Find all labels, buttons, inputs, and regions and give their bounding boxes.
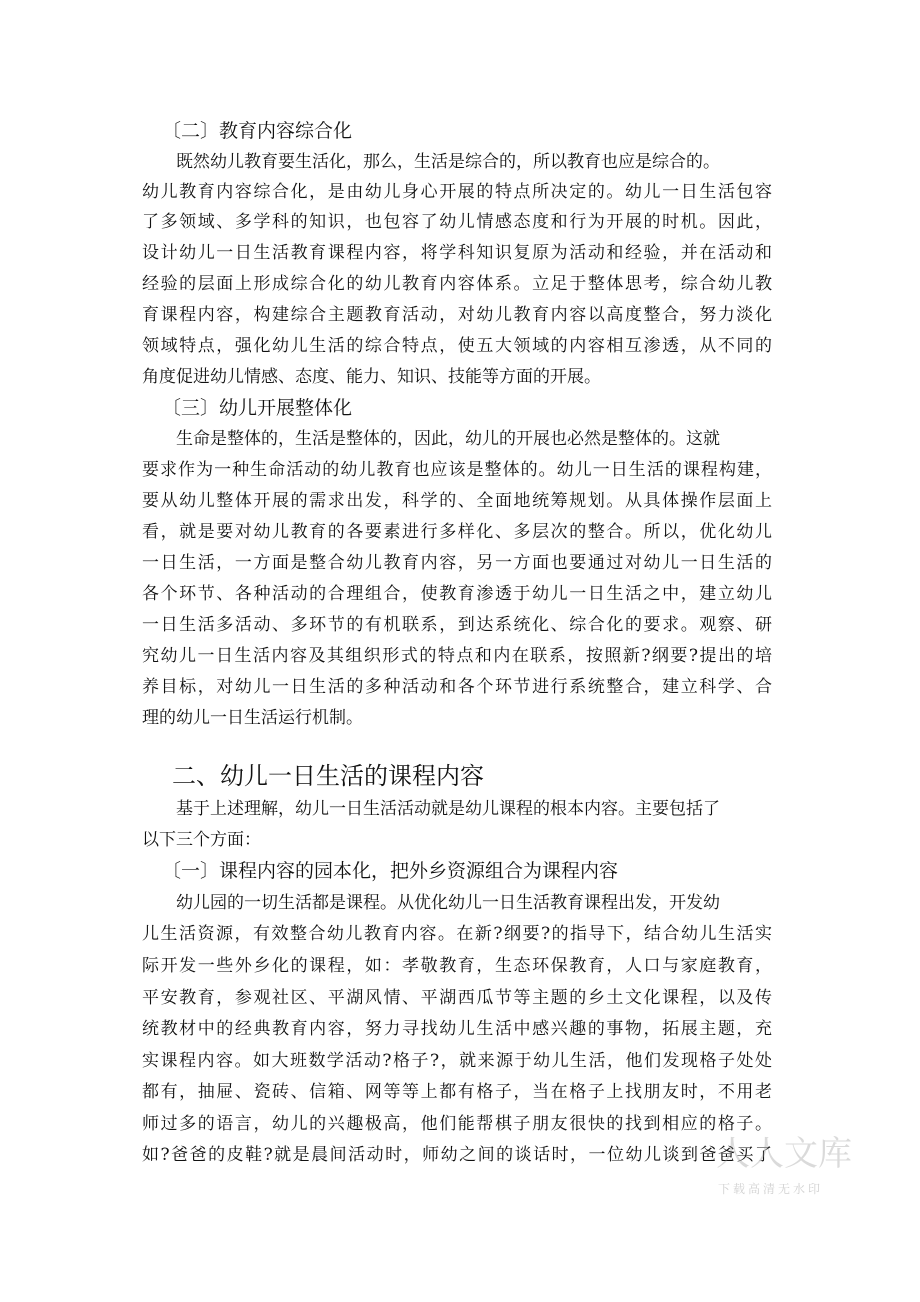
- paragraph-line: 了多领域、多学科的知识，也包容了幼儿情感态度和行为开展的时机。因此，: [142, 212, 772, 232]
- chapter-heading-2: 二、幼儿一日生活的课程内容: [172, 762, 484, 790]
- paragraph-line: 幼儿教育内容综合化，是由幼儿身心开展的特点所决定的。幼儿一日生活包容: [142, 182, 772, 202]
- paragraph-line: 养目标，对幼儿一日生活的多种活动和各个环节进行系统整合，建立科学、合: [142, 677, 772, 697]
- paragraph-line: 经验的层面上形成综合化的幼儿教育内容体系。立足于整体思考，综合幼儿教: [142, 274, 772, 294]
- paragraph-line: 要从幼儿整体开展的需求出发，科学的、全面地统筹规划。从具体操作层面上: [142, 491, 772, 511]
- paragraph-line: 领域特点，强化幼儿生活的综合特点，使五大领域的内容相互渗透，从不同的: [142, 336, 772, 356]
- paragraph-line: 如?爸爸的皮鞋?就是晨间活动时，师幼之间的谈话时，一位幼儿谈到爸爸买了: [142, 1145, 772, 1165]
- paragraph-line: 儿生活资源，有效整合幼儿教育内容。在新?纲要?的指导下，结合幼儿生活实: [142, 924, 772, 944]
- paragraph-line: 角度促进幼儿情感、态度、能力、知识、技能等方面的开展。: [142, 367, 601, 387]
- section-heading-2: 〔二〕教育内容综合化: [162, 120, 353, 142]
- paragraph-line: 基于上述理解，幼儿一日生活活动就是幼儿课程的根本内容。主要包括了: [176, 799, 720, 819]
- paragraph-line: 际开发一些外乡化的课程，如：孝敬教育，生态环保教育，人口与家庭教育，: [142, 956, 772, 976]
- paragraph-line: 都有，抽屉、瓷砖、信箱、网等等上都有格子，当在格子上找朋友时，不用老: [142, 1082, 772, 1102]
- paragraph-line: 要求作为一种生命活动的幼儿教育也应该是整体的。幼儿一日生活的课程构建，: [142, 460, 772, 480]
- paragraph-line: 各个环节、各种活动的合理组合，使教育渗透于幼儿一日生活之中，建立幼儿: [142, 584, 772, 604]
- paragraph-line: 生命是整体的，生活是整体的，因此，幼儿的开展也必然是整体的。这就: [176, 429, 720, 449]
- watermark-brand: 人人文库: [716, 1134, 852, 1174]
- paragraph-line: 育课程内容，构建综合主题教育活动，对幼儿教育内容以高度整合，努力淡化: [142, 305, 772, 325]
- paragraph-line: 统教材中的经典教育内容，努力寻找幼儿生活中感兴趣的事物，拓展主题，充: [142, 1019, 772, 1039]
- paragraph-line: 平安教育，参观社区、平湖风情、平湖西瓜节等主题的乡土文化课程，以及传: [142, 988, 772, 1008]
- paragraph-line: 幼儿园的一切生活都是课程。从优化幼儿一日生活教育课程出发，开发幼: [176, 893, 720, 913]
- paragraph-line: 理的幼儿一日生活运行机制。: [142, 708, 363, 728]
- paragraph-line: 一日生活，一方面是整合幼儿教育内容，另一方面也要通过对幼儿一日生活的: [142, 553, 772, 573]
- paragraph-line: 既然幼儿教育要生活化，那么，生活是综合的，所以教育也应是综合的。: [176, 152, 720, 172]
- watermark-tagline: 下载高清无水印: [718, 1182, 824, 1196]
- paragraph-line: 看，就是要对幼儿教育的各要素进行多样化、多层次的整合。所以，优化幼儿: [142, 522, 772, 542]
- section-heading-1: 〔一〕课程内容的园本化，把外乡资源组合为课程内容: [162, 860, 619, 882]
- paragraph-line: 以下三个方面：: [142, 830, 261, 850]
- paragraph-line: 师过多的语言，幼儿的兴趣极高，他们能帮棋子朋友很快的找到相应的格子。: [142, 1114, 772, 1134]
- paragraph-line: 实课程内容。如大班数学活动?格子?，就来源于幼儿生活，他们发现格子处处: [142, 1051, 772, 1071]
- paragraph-line: 究幼儿一日生活内容及其组织形式的特点和内在联系，按照新?纲要?提出的培: [142, 646, 772, 666]
- paragraph-line: 一日生活多活动、多环节的有机联系，到达系统化、综合化的要求。观察、研: [142, 615, 772, 635]
- paragraph-line: 设计幼儿一日生活教育课程内容，将学科知识复原为活动和经验，并在活动和: [142, 243, 772, 263]
- section-heading-3: 〔三〕幼儿开展整体化: [162, 397, 353, 419]
